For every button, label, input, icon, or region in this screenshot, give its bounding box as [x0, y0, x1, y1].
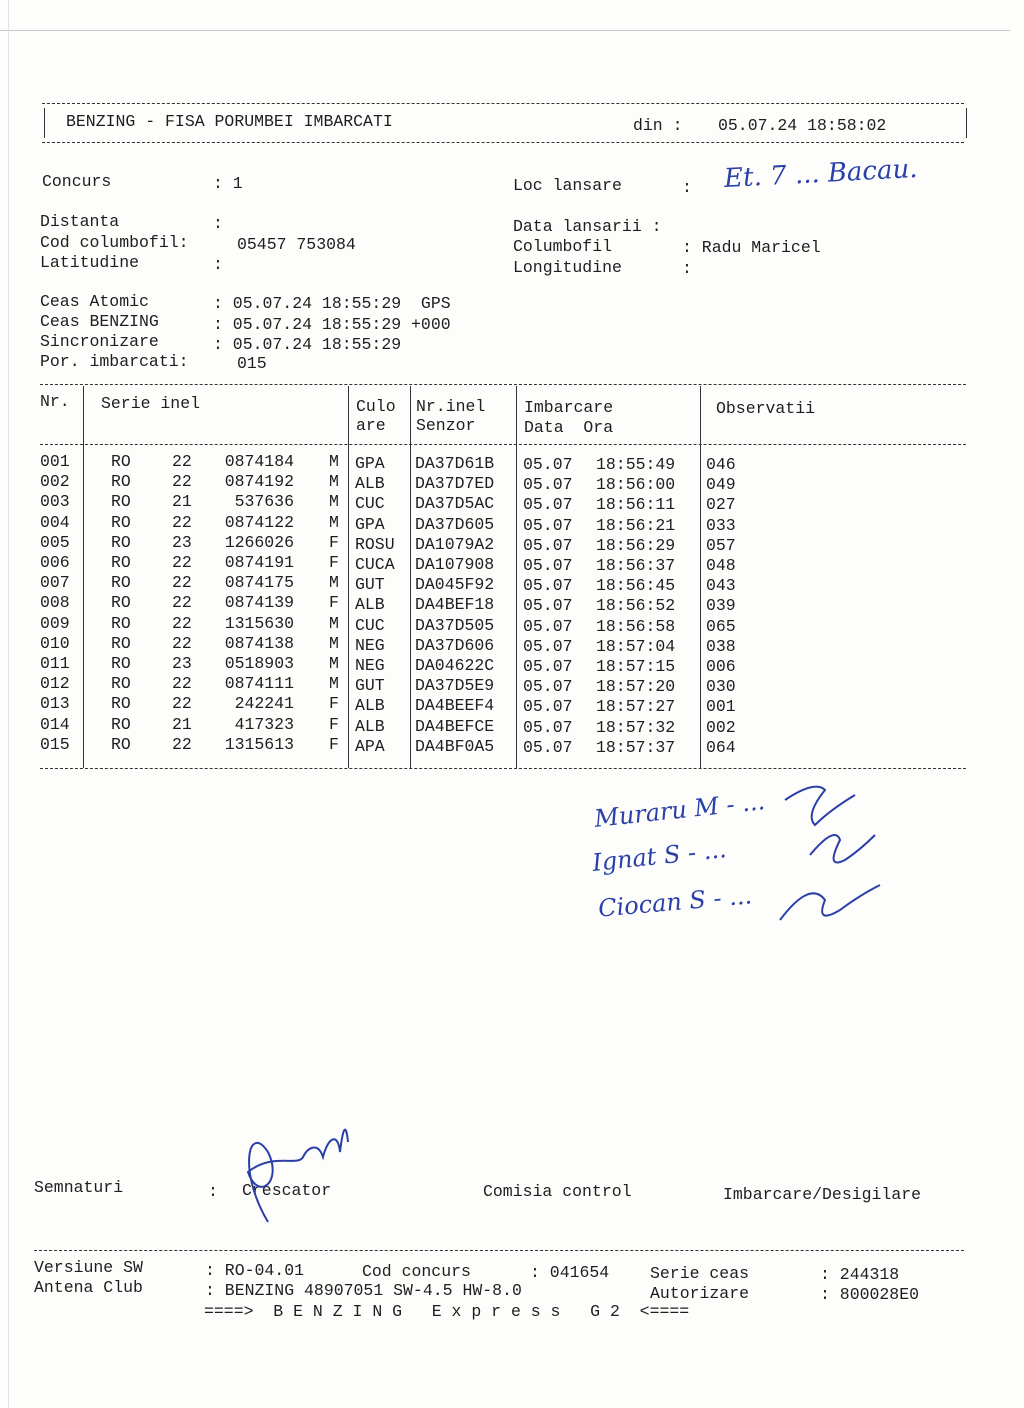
- cell-country: RO: [111, 633, 131, 653]
- cell-time: 18:57:27: [596, 697, 676, 717]
- cell-obs: 046: [706, 455, 736, 474]
- cell-color: GPA: [355, 514, 385, 534]
- cell-time: 18:57:15: [596, 657, 676, 676]
- cell-obs: 001: [706, 697, 736, 717]
- cell-time: 18:56:45: [596, 576, 676, 596]
- cell-time: 18:56:58: [596, 616, 676, 636]
- cell-sensor: DA1079A2: [415, 534, 495, 554]
- cell-country: RO: [111, 492, 131, 512]
- cell-ring: 417323: [234, 714, 294, 734]
- cell-date: 05.07: [523, 616, 573, 636]
- col-sep-imbarcare: [700, 386, 701, 768]
- cell-year: 22: [172, 472, 192, 492]
- cell-ring: 0874139: [224, 593, 294, 613]
- signature-line-2: Ignat S - ...: [590, 835, 728, 877]
- footer-rule: [34, 1250, 964, 1251]
- cell-nr: 006: [40, 553, 70, 572]
- cell-country: RO: [111, 674, 131, 694]
- cell-ring: 537636: [234, 492, 294, 512]
- table-top-rule: [40, 384, 966, 385]
- cell-nr: 011: [40, 654, 70, 673]
- cell-obs: 033: [706, 515, 736, 535]
- cell-time: 18:57:37: [596, 737, 676, 757]
- cell-color: CUC: [355, 615, 385, 635]
- crescator-label: Crescator: [242, 1181, 332, 1200]
- cell-sex: M: [329, 452, 339, 471]
- cell-sex: F: [329, 553, 339, 572]
- crescator-signature: [228, 1112, 358, 1232]
- cell-color: GUT: [355, 575, 385, 595]
- cod-concurs-value: : 041654: [530, 1263, 610, 1282]
- cell-ring: 1315613: [224, 734, 294, 754]
- signature-line-3: Ciocan S - ...: [597, 881, 753, 923]
- imbarcare-desigilare-label: Imbarcare/Desigilare: [723, 1185, 922, 1204]
- col-sep-culoare: [410, 386, 411, 768]
- cell-date: 05.07: [523, 455, 573, 474]
- cell-nr: 014: [40, 714, 70, 734]
- cell-sex: M: [329, 573, 339, 593]
- cell-sex: F: [329, 714, 339, 734]
- cell-nr: 012: [40, 674, 70, 694]
- cell-date: 05.07: [523, 677, 573, 697]
- cell-date: 05.07: [523, 475, 573, 495]
- cell-date: 05.07: [523, 535, 573, 555]
- col-sep-inel: [516, 386, 517, 768]
- scan-edge-line: [0, 30, 1010, 31]
- col-header-imbarcare-2: Data Ora: [524, 418, 614, 437]
- cell-sex: M: [329, 512, 339, 532]
- cell-sensor: DA04622C: [415, 656, 495, 675]
- cell-ring: 0874111: [224, 674, 294, 694]
- col-header-culoare-2: are: [356, 416, 386, 435]
- cell-obs: 065: [706, 616, 736, 636]
- cell-year: 22: [172, 694, 192, 714]
- col-sep-nr: [83, 386, 84, 768]
- cell-sensor: DA37D505: [415, 615, 495, 635]
- cell-sensor: DA37D606: [415, 635, 495, 655]
- cell-color: CUC: [355, 494, 385, 514]
- cell-nr: 010: [40, 633, 70, 653]
- cell-color: ROSU: [355, 534, 395, 554]
- cell-sensor: DA4BF0A5: [415, 736, 495, 756]
- cell-obs: 006: [706, 657, 736, 676]
- cell-color: CUCA: [355, 555, 395, 574]
- cell-obs: 048: [706, 556, 736, 575]
- cell-country: RO: [111, 734, 131, 754]
- cell-sensor: DA4BEFCE: [415, 716, 495, 736]
- col-header-inel-2: Senzor: [416, 416, 476, 435]
- cell-sex: M: [329, 613, 339, 633]
- scan-left-edge: [8, 0, 9, 1408]
- header-din-label: din :: [633, 116, 683, 135]
- cell-ring: 1266026: [224, 532, 294, 552]
- cell-country: RO: [111, 613, 131, 633]
- cell-year: 22: [172, 613, 192, 633]
- cod-columbofil-value: 05457 753084: [237, 235, 356, 254]
- loc-lansare-sep: :: [682, 178, 692, 197]
- cell-sex: M: [329, 492, 339, 512]
- cell-obs: 038: [706, 636, 736, 656]
- header-top-rule: [42, 103, 964, 104]
- antena-club-value: : BENZING 48907051 SW-4.5 HW-8.0: [205, 1281, 522, 1300]
- cell-nr: 005: [40, 532, 70, 552]
- cell-sensor: DA107908: [415, 555, 495, 574]
- cell-sensor: DA37D61B: [415, 454, 495, 473]
- cell-color: ALB: [355, 474, 385, 494]
- cell-color: GPA: [355, 454, 385, 473]
- cell-obs: 027: [706, 495, 736, 515]
- por-imbarcati-value: 015: [237, 354, 267, 373]
- cell-country: RO: [111, 512, 131, 532]
- col-sep-serie: [348, 386, 349, 768]
- distanta-label: Distanta: [40, 212, 120, 231]
- cell-country: RO: [111, 573, 131, 593]
- cell-sex: M: [329, 472, 339, 492]
- cell-sex: M: [329, 633, 339, 653]
- cell-nr: 015: [40, 734, 70, 754]
- por-imbarcati-label: Por. imbarcati:: [40, 352, 189, 371]
- ceas-atomic-label: Ceas Atomic: [40, 292, 149, 311]
- latitudine-label: Latitudine: [40, 253, 140, 272]
- antena-club-label: Antena Club: [34, 1278, 143, 1297]
- cell-color: ALB: [355, 595, 385, 615]
- serie-ceas-value: : 244318: [820, 1265, 900, 1284]
- cell-ring: 242241: [234, 694, 294, 714]
- cell-year: 22: [172, 573, 192, 593]
- cell-year: 22: [172, 452, 192, 471]
- table-header-rule: [40, 444, 966, 445]
- loc-lansare-handwritten: Et. 7 ... Bacau.: [723, 153, 919, 195]
- cell-sensor: DA37D5E9: [415, 676, 495, 696]
- columbofil-value: : Radu Maricel: [682, 238, 821, 257]
- concurs-label: Concurs: [42, 172, 112, 191]
- cell-year: 22: [172, 734, 192, 754]
- cell-sensor: DA045F92: [415, 575, 495, 595]
- cell-nr: 008: [40, 593, 70, 613]
- signature-scribble-1: [785, 787, 855, 825]
- table-bottom-rule: [40, 768, 966, 769]
- cell-obs: 064: [706, 737, 736, 757]
- columbofil-label: Columbofil: [513, 237, 613, 256]
- cell-time: 18:56:11: [596, 495, 676, 515]
- cell-date: 05.07: [523, 717, 573, 737]
- cell-nr: 013: [40, 694, 70, 714]
- cell-date: 05.07: [523, 576, 573, 596]
- cell-color: GUT: [355, 676, 385, 696]
- cell-country: RO: [111, 553, 131, 572]
- cell-time: 18:57:04: [596, 636, 676, 656]
- header-bottom-rule: [42, 142, 964, 143]
- cell-time: 18:56:37: [596, 556, 676, 575]
- cell-ring: 0874138: [224, 633, 294, 653]
- serie-ceas-label: Serie ceas: [650, 1264, 750, 1283]
- cell-sex: F: [329, 694, 339, 714]
- versiune-sw-value: : RO-04.01: [205, 1261, 305, 1280]
- cell-date: 05.07: [523, 657, 573, 676]
- cell-date: 05.07: [523, 515, 573, 535]
- header-right-bar: [966, 108, 967, 138]
- header-left-bar: [44, 108, 45, 138]
- cell-obs: 030: [706, 677, 736, 697]
- cell-obs: 039: [706, 596, 736, 616]
- cell-nr: 004: [40, 512, 70, 532]
- cell-ring: 0874175: [224, 573, 294, 593]
- autorizare-label: Autorizare: [650, 1284, 750, 1303]
- cell-country: RO: [111, 532, 131, 552]
- cell-sex: F: [329, 593, 339, 613]
- cell-time: 18:55:49: [596, 455, 676, 474]
- cell-obs: 049: [706, 475, 736, 495]
- cell-nr: 009: [40, 613, 70, 633]
- cell-nr: 007: [40, 573, 70, 593]
- col-header-nr: Nr.: [40, 392, 70, 411]
- cell-ring: 0518903: [224, 654, 294, 673]
- signature-scribble-3: [780, 885, 880, 920]
- col-header-serie: Serie inel: [101, 394, 201, 413]
- sincronizare-value: : 05.07.24 18:55:29: [213, 335, 402, 354]
- versiune-sw-label: Versiune SW: [34, 1258, 143, 1277]
- semnaturi-sep: :: [208, 1182, 218, 1201]
- ceas-benzing-label: Ceas BENZING: [40, 312, 159, 331]
- cell-time: 18:56:21: [596, 515, 676, 535]
- cell-year: 21: [172, 492, 192, 512]
- cell-country: RO: [111, 694, 131, 714]
- col-header-imbarcare-1: Imbarcare: [524, 398, 614, 417]
- distanta-sep: :: [213, 214, 223, 233]
- sincronizare-label: Sincronizare: [40, 332, 159, 351]
- cell-obs: 002: [706, 717, 736, 737]
- cell-ring: 0874192: [224, 472, 294, 492]
- cell-obs: 057: [706, 535, 736, 555]
- cell-date: 05.07: [523, 697, 573, 717]
- cell-ring: 0874191: [224, 553, 294, 572]
- longitudine-sep: :: [682, 259, 692, 278]
- cell-country: RO: [111, 654, 131, 673]
- cell-date: 05.07: [523, 495, 573, 515]
- cell-color: APA: [355, 736, 385, 756]
- cell-sensor: DA4BEEF4: [415, 696, 495, 716]
- cell-sensor: DA37D7ED: [415, 474, 495, 494]
- ceas-benzing-value: : 05.07.24 18:55:29 +000: [213, 315, 451, 334]
- cell-time: 18:56:29: [596, 535, 676, 555]
- cell-year: 22: [172, 674, 192, 694]
- cell-time: 18:56:52: [596, 596, 676, 616]
- cell-year: 23: [172, 654, 192, 673]
- cell-ring: 0874184: [224, 452, 294, 471]
- signature-line-1: Muraru M - ...: [593, 787, 767, 833]
- cell-year: 22: [172, 553, 192, 572]
- comisia-control-label: Comisia control: [483, 1182, 632, 1201]
- cell-color: ALB: [355, 716, 385, 736]
- cell-nr: 002: [40, 472, 70, 492]
- cell-color: NEG: [355, 656, 385, 675]
- cod-columbofil-label: Cod columbofil:: [40, 233, 189, 252]
- cell-sensor: DA37D5AC: [415, 494, 495, 514]
- cell-time: 18:57:32: [596, 717, 676, 737]
- cell-date: 05.07: [523, 636, 573, 656]
- cell-year: 22: [172, 633, 192, 653]
- cell-country: RO: [111, 714, 131, 734]
- cell-sex: F: [329, 532, 339, 552]
- cell-sex: M: [329, 654, 339, 673]
- cell-date: 05.07: [523, 556, 573, 575]
- cell-sex: F: [329, 734, 339, 754]
- header-din-value: 05.07.24 18:58:02: [718, 116, 887, 135]
- col-header-culoare-1: Culo: [356, 397, 396, 416]
- col-header-inel-1: Nr.inel: [416, 397, 486, 416]
- data-lansarii-label: Data lansarii :: [513, 217, 662, 236]
- cell-year: 22: [172, 593, 192, 613]
- cell-year: 21: [172, 714, 192, 734]
- cell-year: 23: [172, 532, 192, 552]
- cell-country: RO: [111, 472, 131, 492]
- cell-ring: 0874122: [224, 512, 294, 532]
- cell-nr: 003: [40, 492, 70, 512]
- cell-obs: 043: [706, 576, 736, 596]
- cell-date: 05.07: [523, 596, 573, 616]
- cell-nr: 001: [40, 452, 70, 471]
- latitudine-sep: :: [213, 255, 223, 274]
- cell-ring: 1315630: [224, 613, 294, 633]
- semnaturi-label: Semnaturi: [34, 1178, 124, 1197]
- longitudine-label: Longitudine: [513, 258, 622, 277]
- col-header-observatii: Observatii: [716, 399, 816, 418]
- ceas-atomic-value: : 05.07.24 18:55:29 GPS: [213, 294, 451, 313]
- cell-sex: M: [329, 674, 339, 694]
- cell-country: RO: [111, 452, 131, 471]
- header-title: BENZING - FISA PORUMBEI IMBARCATI: [66, 112, 393, 131]
- cod-concurs-label: Cod concurs: [362, 1262, 471, 1281]
- autorizare-value: : 800028E0: [820, 1285, 920, 1304]
- cell-color: NEG: [355, 635, 385, 655]
- cell-year: 22: [172, 512, 192, 532]
- cell-country: RO: [111, 593, 131, 613]
- cell-sensor: DA4BEF18: [415, 595, 495, 615]
- signature-scribble-2: [810, 835, 875, 863]
- cell-sensor: DA37D605: [415, 514, 495, 534]
- cell-color: ALB: [355, 696, 385, 716]
- crescator-signature-stroke: [248, 1130, 348, 1222]
- cell-time: 18:56:00: [596, 475, 676, 495]
- cell-date: 05.07: [523, 737, 573, 757]
- benzing-express-banner: ====> B E N Z I N G E x p r e s s G 2 <====: [204, 1302, 690, 1321]
- loc-lansare-label: Loc lansare: [513, 176, 622, 195]
- cell-time: 18:57:20: [596, 677, 676, 697]
- concurs-value: : 1: [213, 174, 243, 193]
